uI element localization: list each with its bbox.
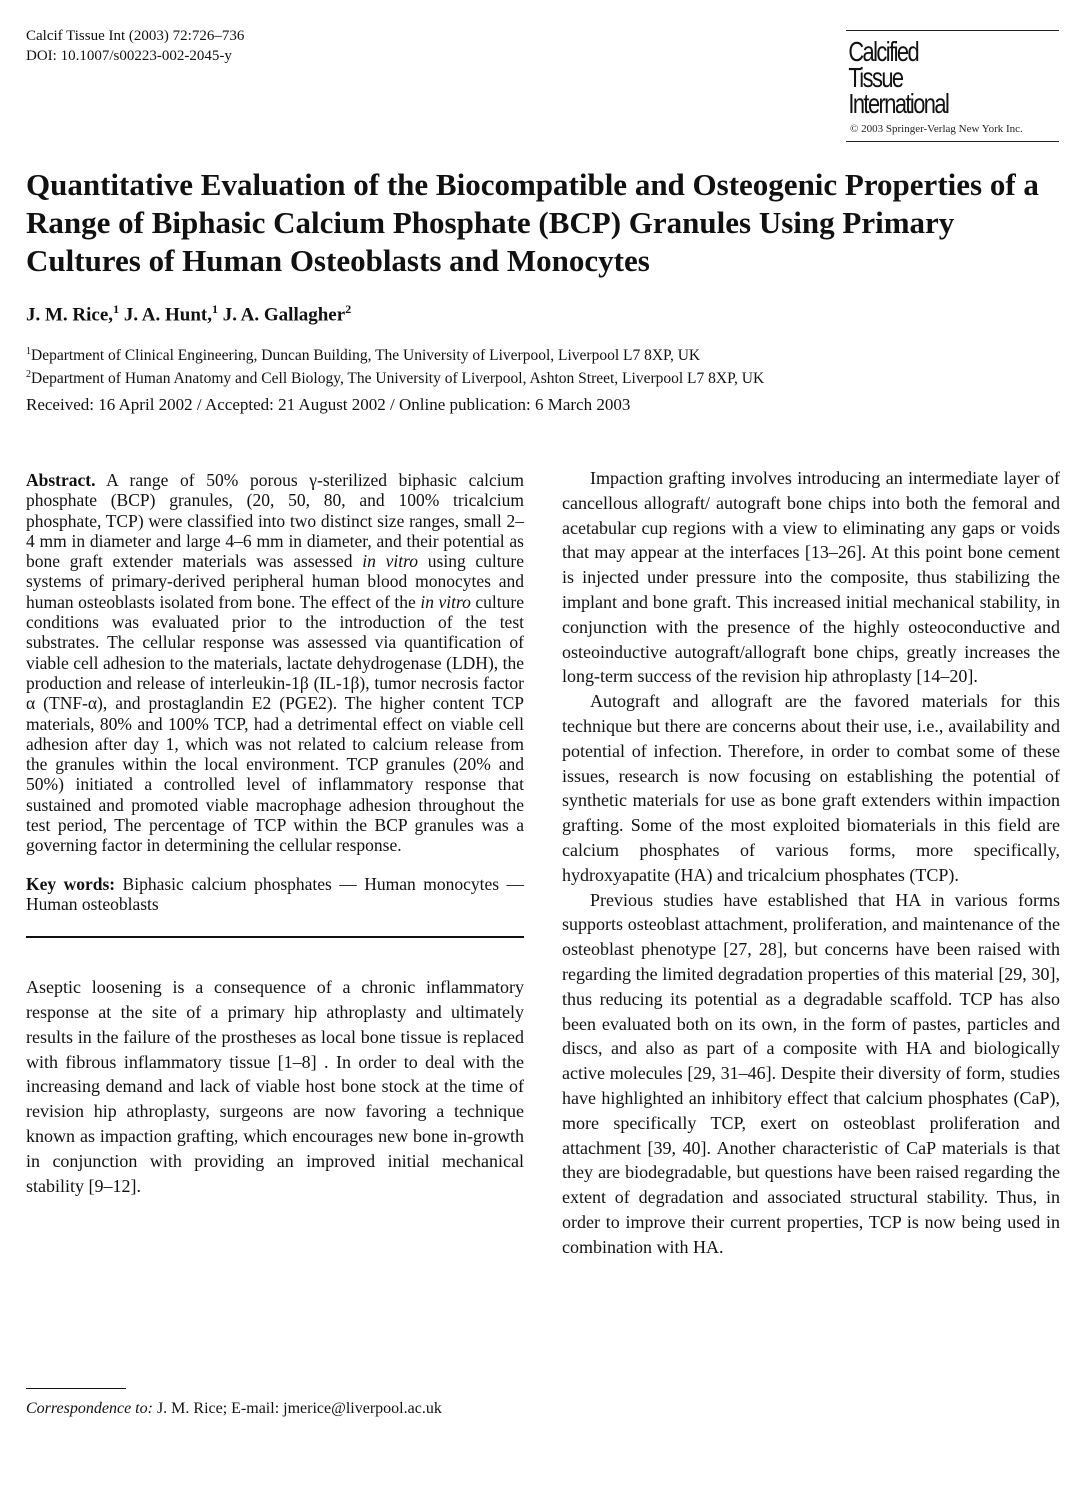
correspondence-footnote bbox=[26, 1399, 524, 1418]
logo-bottom-rule bbox=[846, 141, 1059, 142]
abstract-text: culture conditions was evaluated prior to the introduction of the test substrates. The cellular response was assessed via quantification of viable cell adhesion to the materials, lactate dehydrogenase (LDH), the production and release of interleukin-1β (IL-1β), tumor necrosis factor α (TNF-α), and prostaglandin E2 (PGE2). The higher content TCP materials, 80% and 100% TCP, had a detrimental effect on viable cell adhesion after day 1, which was not related to calcium release from the granules within the local environment. TCP granules (20% and 50%) initiated a controlled level of inflammatory response that sustained and promoted viable macrophage adhesion throughout the test period, The percentage of TCP within the BCP granules was a governing factor in determining the cellular response. bbox=[26, 591, 525, 856]
abstract-text: A range of 50% porous γ-sterilized biphasic calcium phosphate (BCP) granules, (20, 50, 80, and 100% tricalcium phosphate, TCP) were classified into two distinct size ranges, small 2–4 mm in diameter and large 4–6 mm in diameter, and their potential as bone graft extender materials was assessed bbox=[26, 470, 524, 572]
author-affiliation-mark: 2 bbox=[345, 302, 352, 316]
footnote-label: Correspondence to: bbox=[26, 1400, 153, 1417]
author-name: J. A. Gallagher bbox=[222, 304, 346, 326]
affiliation-mark: 2 bbox=[26, 369, 31, 381]
keywords bbox=[26, 874, 524, 915]
author-affiliation-mark: 1 bbox=[211, 302, 218, 316]
body-paragraph: Impaction grafting involves introducing an intermediate layer of cancellous allograft/ autograft bone chips into both the femoral and acetabular cup regions with a view to eliminating any gaps or voids that may appear at the interfaces [13–26]. At this point bone cement is injected under pressure into the composite, thus stabilizing the implant and bone graft. This increased initial mechanical stability, in conjunction with the presence of the highly osteoconductive and osteoinductive autograft/allograft bone chips, greatly increases the long-term success of the revision hip athroplasty [14–20]. bbox=[562, 468, 1060, 687]
publication-dates: Received: 16 April 2002 / Accepted: 21 August 2002 / Online publication: 6 March 2003 bbox=[26, 395, 631, 414]
abstract-divider bbox=[26, 936, 524, 938]
doi-line: DOI: 10.1007/s00223-002-2045-y bbox=[26, 48, 232, 64]
affiliation bbox=[26, 342, 764, 365]
logo-line-2: Tissue bbox=[848, 62, 903, 93]
body-paragraph: Autograft and allograft are the favored materials for this technique but there are concerns about their use, i.e., availability and potential of infection. Therefore, in order to combat some of these issues, research is now focusing on establishing the potential of synthetic materials for use as bone graft extenders within impaction grafting. Some of the most exploited biomaterials in this field are calcium phosphates of various forms, more specifically, hydroxyapatite (HA) and tricalcium phosphates (TCP). bbox=[562, 691, 1060, 885]
abstract bbox=[26, 470, 524, 856]
journal-logo-wordmark bbox=[846, 31, 1012, 117]
citation-block bbox=[26, 26, 244, 66]
affiliation-list bbox=[26, 342, 764, 388]
abstract-label: Abstract. bbox=[26, 470, 96, 490]
footnote-rule bbox=[26, 1388, 126, 1389]
affiliation bbox=[26, 365, 764, 388]
affiliation-text: Department of Clinical Engineering, Duncan Building, The University of Liverpool, Liverpool L7 8XP, UK bbox=[31, 347, 701, 365]
abstract-italic: in vitro bbox=[362, 551, 419, 572]
author-list bbox=[26, 302, 351, 326]
author-name: J. M. Rice, bbox=[26, 304, 114, 326]
right-column bbox=[562, 466, 1060, 1260]
abstract-text: using culture systems of primary-derived peripheral human blood monocytes and human osteoblasts isolated from bone. The effect of the bbox=[26, 551, 525, 612]
logo-line-3: International bbox=[848, 88, 949, 119]
author-name: J. A. Hunt, bbox=[123, 304, 212, 326]
author-affiliation-mark: 1 bbox=[113, 302, 120, 316]
journal-logo bbox=[846, 30, 1059, 142]
article-title: Quantitative Evaluation of the Biocompatible and Osteogenic Properties of a Range of Biphasic Calcium Phosphate (BCP) Granules Using Primary Cultures of Human Osteoblasts and Monocytes bbox=[26, 167, 1039, 278]
footnote-text: J. M. Rice; E-mail: jmerice@liverpool.ac.uk bbox=[152, 1400, 442, 1417]
abstract-italic: in vitro bbox=[420, 591, 471, 612]
left-column bbox=[26, 470, 524, 1198]
keywords-text: Biphasic calcium phosphates — Human monocytes — Human osteoblasts bbox=[26, 873, 525, 914]
intro-paragraph: Aseptic loosening is a consequence of a chronic inflammatory response at the site of a primary hip athroplasty and ultimately results in the failure of the prostheses as local bone tissue is replaced with fibrous inflammatory tissue [1–8] . In order to deal with the increasing demand and lack of viable host bone stock at the time of revision hip athroplasty, surgeons are now favoring a technique known as impaction grafting, which encourages new bone in-growth in conjunction with providing an improved initial mechanical stability [9–12]. bbox=[26, 977, 524, 1196]
body-paragraph: Previous studies have established that HA in various forms supports osteoblast attachment, proliferation, and maintenance of the osteoblast phenotype [27, 28], but concerns have been raised with regarding the limited degradation properties of this material [29, 30], thus reducing its potential as a degradable scaffold. TCP has also been evaluated both on its own, in the form of pastes, particles and discs, and also as part of a composite with HA and biologically active molecules [29, 31–46]. Despite their diversity of form, studies have highlighted an inhibitory effect that calcium phosphates (CaP), more specifically TCP, exert on osteoblast proliferation and attachment [39, 40]. Another characteristic of CaP materials is that they are biodegradable, but questions have been raised regarding the extent of degradation and associated structural stability. Thus, in order to improve their current properties, TCP is now being used in combination with HA. bbox=[562, 889, 1060, 1257]
copyright-notice: © 2003 Springer-Verlag New York Inc. bbox=[850, 123, 1023, 135]
logo-line-1: Calcified bbox=[848, 36, 919, 67]
affiliation-mark: 1 bbox=[26, 346, 31, 357]
citation-line: Calcif Tissue Int (2003) 72:726–736 bbox=[26, 28, 245, 44]
affiliation-text: Department of Human Anatomy and Cell Biology, The University of Liverpool, Ashton Street, Liverpool L7 8XP, UK bbox=[31, 370, 765, 388]
keywords-label: Key words: bbox=[26, 873, 116, 894]
